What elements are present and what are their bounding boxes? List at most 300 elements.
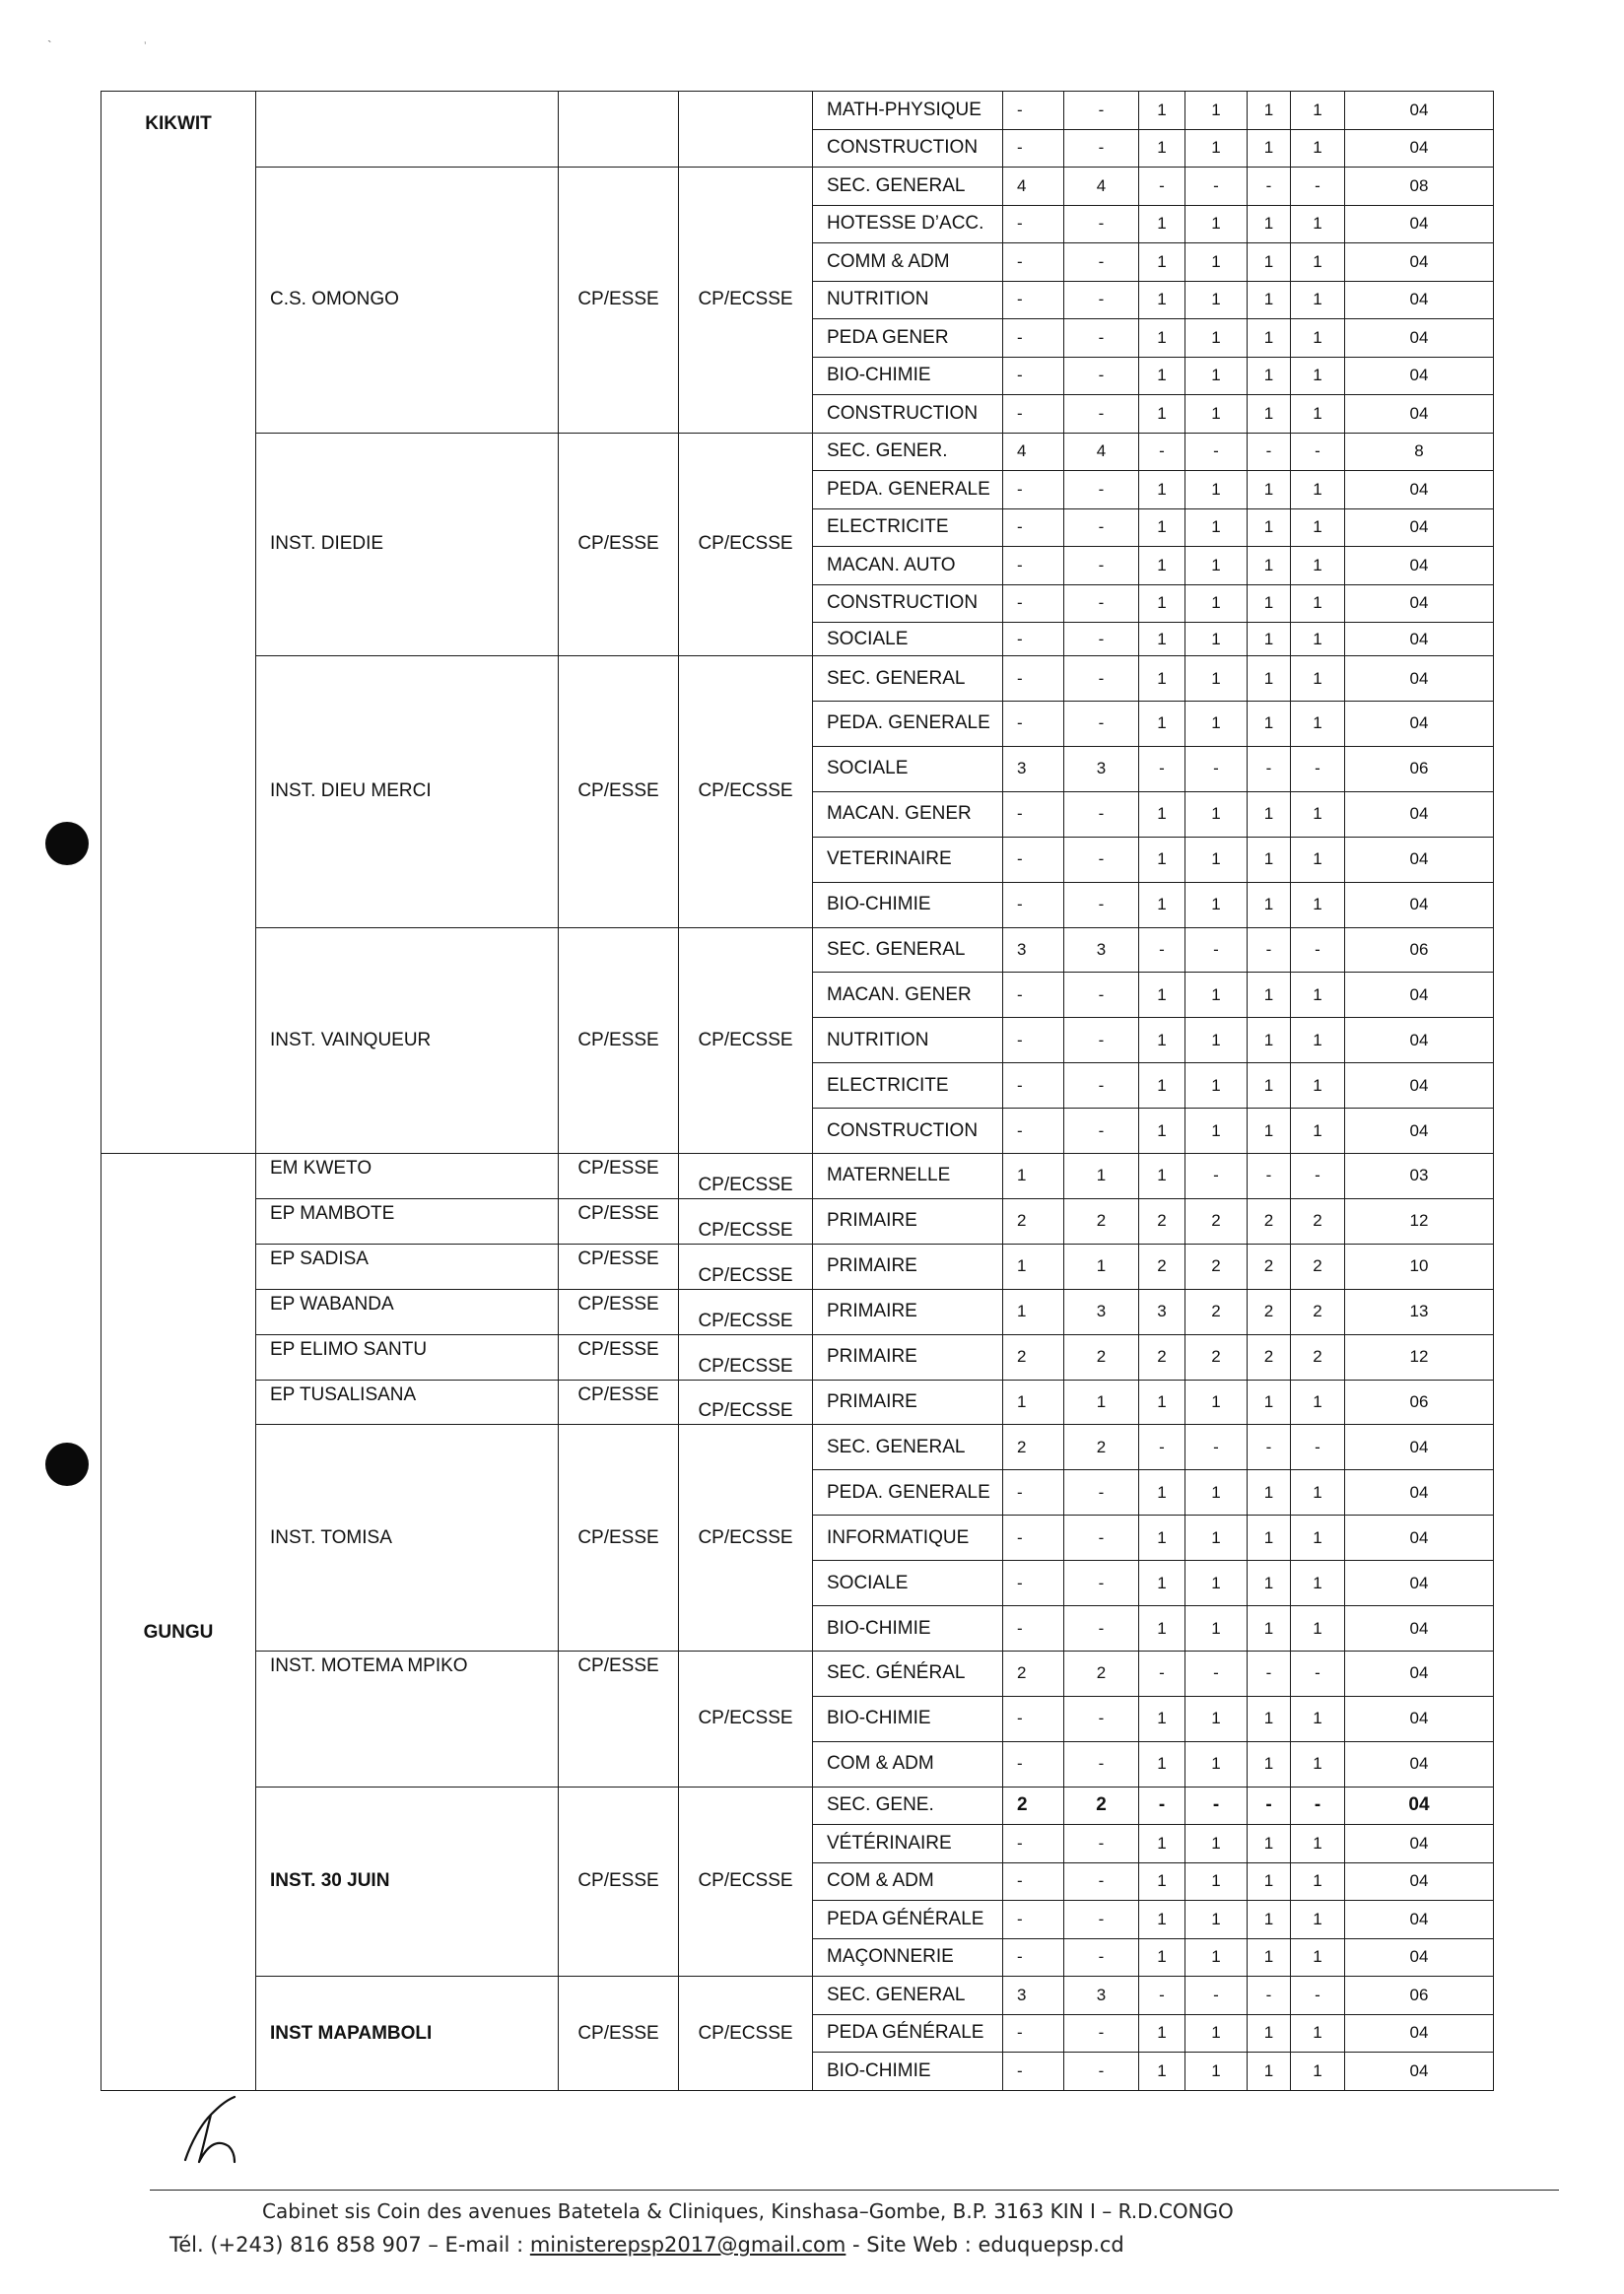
count-cell-1: - [1003, 623, 1064, 656]
option-cell: SEC. GENERAL [813, 168, 1003, 206]
count-cell-4: 1 [1185, 837, 1248, 882]
count-cell-1: - [1003, 837, 1064, 882]
count-cell-5: 1 [1248, 1063, 1291, 1109]
count-cell-5: 1 [1248, 205, 1291, 243]
count-cell-2: - [1064, 882, 1139, 927]
count-cell-6: 1 [1291, 243, 1345, 282]
count-cell-2: 2 [1064, 1652, 1139, 1697]
count-cell-1: - [1003, 1063, 1064, 1109]
total-cell: 12 [1345, 1198, 1494, 1244]
count-cell-6: 2 [1291, 1334, 1345, 1380]
count-cell-2: - [1064, 2053, 1139, 2091]
count-cell-4: 2 [1185, 1289, 1248, 1334]
total-cell: 04 [1345, 584, 1494, 623]
total-cell: 04 [1345, 791, 1494, 837]
count-cell-5: 1 [1248, 656, 1291, 702]
count-cell-5: - [1248, 1977, 1291, 2015]
count-cell-2: - [1064, 1938, 1139, 1977]
signature-mark [177, 2091, 266, 2166]
count-cell-4: 2 [1185, 1244, 1248, 1289]
punch-hole-icon [45, 822, 89, 865]
count-cell-1: 2 [1003, 1652, 1064, 1697]
count-cell-6: - [1291, 168, 1345, 206]
cp-ecsse-cell: CP/ECSSE [679, 1977, 813, 2091]
option-cell: PEDA. GENERALE [813, 701, 1003, 746]
count-cell-1: - [1003, 357, 1064, 395]
option-cell: SOCIALE [813, 623, 1003, 656]
option-cell: BIO-CHIMIE [813, 357, 1003, 395]
count-cell-4: 1 [1185, 701, 1248, 746]
count-cell-3: 1 [1139, 243, 1185, 282]
table-row [102, 1380, 1494, 1425]
total-cell: 04 [1345, 281, 1494, 319]
total-cell: 04 [1345, 1470, 1494, 1516]
count-cell-6: 1 [1291, 1938, 1345, 1977]
count-cell-6: 1 [1291, 1825, 1345, 1863]
table-row [102, 1244, 1494, 1289]
option-cell: SOCIALE [813, 1561, 1003, 1606]
total-cell: 06 [1345, 1977, 1494, 2015]
count-cell-1: 3 [1003, 746, 1064, 791]
count-cell-2: - [1064, 584, 1139, 623]
count-cell-3: 1 [1139, 129, 1185, 168]
total-cell: 04 [1345, 701, 1494, 746]
count-cell-4: - [1185, 433, 1248, 471]
cp-ecsse-cell: CP/ECSSE [679, 1244, 813, 1289]
count-cell-1: - [1003, 205, 1064, 243]
school-name: INST. DIEDIE [256, 433, 559, 656]
footer-address: Cabinet sis Coin des avenues Batetela & Cliniques, Kinshasa–Gombe, B.P. 3163 KIN I – R.D.CONGO [262, 2199, 1234, 2223]
count-cell-5: 1 [1248, 319, 1291, 358]
count-cell-1: - [1003, 395, 1064, 434]
count-cell-3: 1 [1139, 471, 1185, 509]
count-cell-6: 1 [1291, 2053, 1345, 2091]
count-cell-6: - [1291, 1977, 1345, 2015]
footer-phone: Tél. (+243) 816 858 907 – E-mail : [169, 2233, 530, 2257]
option-cell: BIO-CHIMIE [813, 882, 1003, 927]
count-cell-5: - [1248, 1154, 1291, 1199]
total-cell: 06 [1345, 1380, 1494, 1425]
total-cell: 8 [1345, 433, 1494, 471]
option-cell: MACAN. GENER [813, 791, 1003, 837]
count-cell-5: 1 [1248, 1696, 1291, 1741]
count-cell-5: 1 [1248, 584, 1291, 623]
count-cell-1: 4 [1003, 433, 1064, 471]
count-cell-2: - [1064, 837, 1139, 882]
cp-esse-cell: CP/ESSE [559, 1977, 679, 2091]
cp-esse-cell: CP/ESSE [559, 1425, 679, 1652]
table-row [102, 1977, 1494, 2015]
count-cell-4: 1 [1185, 1901, 1248, 1939]
total-cell: 04 [1345, 1862, 1494, 1901]
count-cell-3: - [1139, 168, 1185, 206]
option-cell: COM & ADM [813, 1741, 1003, 1787]
count-cell-4: 1 [1185, 1741, 1248, 1787]
count-cell-4: 1 [1185, 129, 1248, 168]
count-cell-2: - [1064, 623, 1139, 656]
count-cell-4: 1 [1185, 1696, 1248, 1741]
count-cell-6: 1 [1291, 129, 1345, 168]
count-cell-4: 2 [1185, 1334, 1248, 1380]
count-cell-4: 1 [1185, 2053, 1248, 2091]
count-cell-3: 1 [1139, 92, 1185, 130]
scan-mark: ` [47, 37, 52, 53]
count-cell-4: 1 [1185, 1938, 1248, 1977]
count-cell-2: - [1064, 92, 1139, 130]
count-cell-6: 1 [1291, 791, 1345, 837]
total-cell: 04 [1345, 1425, 1494, 1470]
count-cell-5: 1 [1248, 92, 1291, 130]
scan-mark: ʼ [144, 39, 147, 53]
count-cell-3: 1 [1139, 547, 1185, 585]
count-cell-3: 1 [1139, 1606, 1185, 1652]
count-cell-4: 1 [1185, 791, 1248, 837]
count-cell-2: - [1064, 1825, 1139, 1863]
option-cell: BIO-CHIMIE [813, 1606, 1003, 1652]
count-cell-6: 1 [1291, 357, 1345, 395]
count-cell-6: 1 [1291, 1561, 1345, 1606]
option-cell: PEDA GENER [813, 319, 1003, 358]
count-cell-5: - [1248, 1425, 1291, 1470]
count-cell-6: 1 [1291, 584, 1345, 623]
count-cell-4: 1 [1185, 1380, 1248, 1425]
count-cell-4: - [1185, 1787, 1248, 1825]
count-cell-2: - [1064, 1063, 1139, 1109]
count-cell-5: 1 [1248, 1741, 1291, 1787]
count-cell-5: - [1248, 1787, 1291, 1825]
count-cell-1: - [1003, 973, 1064, 1018]
cp-ecsse-cell: CP/ECSSE [679, 927, 813, 1154]
cp-esse-cell: CP/ESSE [559, 1154, 679, 1199]
cp-ecsse-cell: CP/ECSSE [679, 168, 813, 434]
count-cell-4: 1 [1185, 1470, 1248, 1516]
option-cell: PRIMAIRE [813, 1289, 1003, 1334]
count-cell-2: - [1064, 243, 1139, 282]
footer-email-link[interactable]: ministerepsp2017@gmail.com [529, 2233, 846, 2257]
count-cell-5: - [1248, 168, 1291, 206]
count-cell-3: 1 [1139, 357, 1185, 395]
count-cell-4: 1 [1185, 205, 1248, 243]
count-cell-5: 1 [1248, 623, 1291, 656]
count-cell-4: 1 [1185, 357, 1248, 395]
cp-esse-cell: CP/ESSE [559, 656, 679, 927]
option-cell: BIO-CHIMIE [813, 1696, 1003, 1741]
count-cell-2: 3 [1064, 927, 1139, 973]
count-cell-1: - [1003, 1696, 1064, 1741]
school-name: EP ELIMO SANTU [256, 1334, 559, 1380]
count-cell-4: 1 [1185, 1109, 1248, 1154]
count-cell-1: - [1003, 2053, 1064, 2091]
count-cell-4: - [1185, 927, 1248, 973]
table-row [102, 656, 1494, 702]
total-cell: 04 [1345, 129, 1494, 168]
count-cell-1: 1 [1003, 1380, 1064, 1425]
table-row [102, 1289, 1494, 1334]
option-cell: MATERNELLE [813, 1154, 1003, 1199]
count-cell-6: - [1291, 1154, 1345, 1199]
cp-esse-cell: CP/ESSE [559, 1787, 679, 1977]
count-cell-3: 2 [1139, 1244, 1185, 1289]
count-cell-6: 1 [1291, 2014, 1345, 2053]
count-cell-1: 3 [1003, 927, 1064, 973]
count-cell-5: 1 [1248, 1109, 1291, 1154]
cp-ecsse-cell: CP/ECSSE [679, 1787, 813, 1977]
cp-ecsse-cell: CP/ECSSE [679, 656, 813, 927]
total-cell: 04 [1345, 92, 1494, 130]
count-cell-6: - [1291, 1787, 1345, 1825]
school-allocation-table [101, 91, 1494, 2091]
count-cell-1: - [1003, 1018, 1064, 1063]
table-row [102, 1198, 1494, 1244]
count-cell-6: 1 [1291, 1901, 1345, 1939]
count-cell-1: - [1003, 1561, 1064, 1606]
count-cell-3: 1 [1139, 1470, 1185, 1516]
count-cell-1: - [1003, 281, 1064, 319]
total-cell: 12 [1345, 1334, 1494, 1380]
table-row [102, 1787, 1494, 1825]
option-cell: ELECTRICITE [813, 1063, 1003, 1109]
count-cell-2: - [1064, 701, 1139, 746]
count-cell-3: 1 [1139, 1561, 1185, 1606]
count-cell-2: - [1064, 129, 1139, 168]
count-cell-2: - [1064, 508, 1139, 547]
cp-esse-cell: CP/ESSE [559, 927, 679, 1154]
total-cell: 04 [1345, 623, 1494, 656]
total-cell: 04 [1345, 1787, 1494, 1825]
count-cell-4: 1 [1185, 319, 1248, 358]
count-cell-6: 1 [1291, 1018, 1345, 1063]
count-cell-1: 2 [1003, 1425, 1064, 1470]
option-cell: VETERINAIRE [813, 837, 1003, 882]
count-cell-6: - [1291, 1425, 1345, 1470]
count-cell-5: 1 [1248, 882, 1291, 927]
count-cell-2: 3 [1064, 1977, 1139, 2015]
count-cell-5: 2 [1248, 1198, 1291, 1244]
total-cell: 06 [1345, 927, 1494, 973]
count-cell-4: - [1185, 746, 1248, 791]
count-cell-4: 1 [1185, 243, 1248, 282]
total-cell: 04 [1345, 1606, 1494, 1652]
count-cell-4: 1 [1185, 623, 1248, 656]
count-cell-3: 1 [1139, 2053, 1185, 2091]
count-cell-4: 1 [1185, 395, 1248, 434]
count-cell-1: - [1003, 791, 1064, 837]
count-cell-1: - [1003, 1741, 1064, 1787]
count-cell-6: 2 [1291, 1244, 1345, 1289]
cp-ecsse-cell: CP/ECSSE [679, 433, 813, 656]
option-cell: MACAN. AUTO [813, 547, 1003, 585]
count-cell-4: 1 [1185, 547, 1248, 585]
option-cell: SEC. GENERAL [813, 1425, 1003, 1470]
count-cell-3: 1 [1139, 1018, 1185, 1063]
table-row [102, 927, 1494, 973]
count-cell-6: 1 [1291, 205, 1345, 243]
count-cell-5: - [1248, 1652, 1291, 1697]
school-name: EM KWETO [256, 1154, 559, 1199]
count-cell-2: 1 [1064, 1244, 1139, 1289]
count-cell-3: 1 [1139, 656, 1185, 702]
table-row [102, 1334, 1494, 1380]
total-cell: 04 [1345, 205, 1494, 243]
total-cell: 04 [1345, 1018, 1494, 1063]
total-cell: 04 [1345, 547, 1494, 585]
total-cell: 04 [1345, 471, 1494, 509]
count-cell-3: 1 [1139, 1516, 1185, 1561]
count-cell-5: 1 [1248, 1516, 1291, 1561]
total-cell: 04 [1345, 1741, 1494, 1787]
count-cell-2: - [1064, 1109, 1139, 1154]
option-cell: ELECTRICITE [813, 508, 1003, 547]
count-cell-2: - [1064, 973, 1139, 1018]
option-cell: VÉTÉRINAIRE [813, 1825, 1003, 1863]
count-cell-4: 1 [1185, 1018, 1248, 1063]
option-cell: NUTRITION [813, 281, 1003, 319]
count-cell-2: - [1064, 319, 1139, 358]
count-cell-6: 1 [1291, 1741, 1345, 1787]
count-cell-1: - [1003, 508, 1064, 547]
option-cell: PRIMAIRE [813, 1244, 1003, 1289]
count-cell-6: - [1291, 927, 1345, 973]
count-cell-4: 1 [1185, 92, 1248, 130]
count-cell-5: 2 [1248, 1289, 1291, 1334]
count-cell-2: 2 [1064, 1787, 1139, 1825]
count-cell-4: 1 [1185, 973, 1248, 1018]
count-cell-5: 2 [1248, 1334, 1291, 1380]
option-cell: MAÇONNERIE [813, 1938, 1003, 1977]
count-cell-3: - [1139, 1652, 1185, 1697]
count-cell-6: - [1291, 433, 1345, 471]
count-cell-4: - [1185, 1977, 1248, 2015]
cp-esse-cell: CP/ESSE [559, 1289, 679, 1334]
count-cell-6: 1 [1291, 1862, 1345, 1901]
count-cell-4: 1 [1185, 508, 1248, 547]
total-cell: 08 [1345, 168, 1494, 206]
count-cell-5: 1 [1248, 1561, 1291, 1606]
count-cell-2: - [1064, 1561, 1139, 1606]
count-cell-3: - [1139, 746, 1185, 791]
count-cell-1: - [1003, 656, 1064, 702]
count-cell-1: - [1003, 319, 1064, 358]
count-cell-5: - [1248, 433, 1291, 471]
footer-contact [169, 2233, 1124, 2257]
count-cell-3: - [1139, 1977, 1185, 2015]
count-cell-6: 1 [1291, 623, 1345, 656]
total-cell: 03 [1345, 1154, 1494, 1199]
count-cell-6: 1 [1291, 1470, 1345, 1516]
count-cell-3: 1 [1139, 973, 1185, 1018]
count-cell-3: - [1139, 433, 1185, 471]
count-cell-3: - [1139, 1787, 1185, 1825]
total-cell: 04 [1345, 243, 1494, 282]
option-cell: SOCIALE [813, 746, 1003, 791]
school-name: EP WABANDA [256, 1289, 559, 1334]
count-cell-1: - [1003, 1516, 1064, 1561]
count-cell-6: - [1291, 1652, 1345, 1697]
count-cell-4: 1 [1185, 1561, 1248, 1606]
count-cell-4: 1 [1185, 882, 1248, 927]
total-cell: 04 [1345, 508, 1494, 547]
option-cell: COM & ADM [813, 1862, 1003, 1901]
count-cell-6: 2 [1291, 1289, 1345, 1334]
total-cell: 04 [1345, 1901, 1494, 1939]
cp-esse-cell: CP/ESSE [559, 1652, 679, 1788]
school-name: INST. MOTEMA MPIKO [256, 1652, 559, 1788]
count-cell-6: 1 [1291, 1696, 1345, 1741]
count-cell-5: 1 [1248, 508, 1291, 547]
count-cell-3: 1 [1139, 882, 1185, 927]
count-cell-1: - [1003, 129, 1064, 168]
table-row [102, 1425, 1494, 1470]
count-cell-3: 1 [1139, 1380, 1185, 1425]
count-cell-1: 4 [1003, 168, 1064, 206]
count-cell-5: 1 [1248, 837, 1291, 882]
cp-ecsse-cell: CP/ECSSE [679, 1652, 813, 1788]
school-name: EP TUSALISANA [256, 1380, 559, 1425]
count-cell-2: - [1064, 471, 1139, 509]
count-cell-6: 1 [1291, 656, 1345, 702]
count-cell-5: 1 [1248, 129, 1291, 168]
option-cell: CONSTRUCTION [813, 1109, 1003, 1154]
school-name: EP SADISA [256, 1244, 559, 1289]
count-cell-4: 1 [1185, 1862, 1248, 1901]
cp-ecsse-cell: CP/ECSSE [679, 1289, 813, 1334]
count-cell-3: 3 [1139, 1289, 1185, 1334]
count-cell-2: - [1064, 1470, 1139, 1516]
count-cell-2: - [1064, 656, 1139, 702]
option-cell: BIO-CHIMIE [813, 2053, 1003, 2091]
count-cell-2: - [1064, 547, 1139, 585]
count-cell-2: 2 [1064, 1198, 1139, 1244]
count-cell-3: 1 [1139, 281, 1185, 319]
total-cell: 04 [1345, 1516, 1494, 1561]
count-cell-1: - [1003, 584, 1064, 623]
count-cell-4: 1 [1185, 656, 1248, 702]
count-cell-2: - [1064, 1862, 1139, 1901]
count-cell-3: 1 [1139, 701, 1185, 746]
count-cell-3: 1 [1139, 1938, 1185, 1977]
option-cell: PRIMAIRE [813, 1380, 1003, 1425]
punch-hole-icon [45, 1443, 89, 1486]
total-cell: 04 [1345, 1561, 1494, 1606]
option-cell: SEC. GENER. [813, 433, 1003, 471]
school-name [256, 92, 559, 168]
count-cell-3: 1 [1139, 1741, 1185, 1787]
cp-esse-cell [559, 92, 679, 168]
count-cell-2: 2 [1064, 1334, 1139, 1380]
count-cell-2: - [1064, 1606, 1139, 1652]
count-cell-6: 1 [1291, 508, 1345, 547]
count-cell-1: - [1003, 1109, 1064, 1154]
count-cell-3: 1 [1139, 623, 1185, 656]
school-name: C.S. OMONGO [256, 168, 559, 434]
cp-esse-cell: CP/ESSE [559, 433, 679, 656]
count-cell-5: 1 [1248, 357, 1291, 395]
count-cell-3: 1 [1139, 837, 1185, 882]
count-cell-2: - [1064, 357, 1139, 395]
count-cell-1: 2 [1003, 1787, 1064, 1825]
count-cell-6: 1 [1291, 1516, 1345, 1561]
count-cell-6: 1 [1291, 837, 1345, 882]
count-cell-1: - [1003, 701, 1064, 746]
count-cell-3: 2 [1139, 1334, 1185, 1380]
count-cell-3: 1 [1139, 319, 1185, 358]
cp-esse-cell: CP/ESSE [559, 1244, 679, 1289]
count-cell-3: 1 [1139, 1109, 1185, 1154]
count-cell-4: - [1185, 1154, 1248, 1199]
option-cell: HOTESSE D’ACC. [813, 205, 1003, 243]
count-cell-2: - [1064, 1741, 1139, 1787]
count-cell-6: 1 [1291, 701, 1345, 746]
